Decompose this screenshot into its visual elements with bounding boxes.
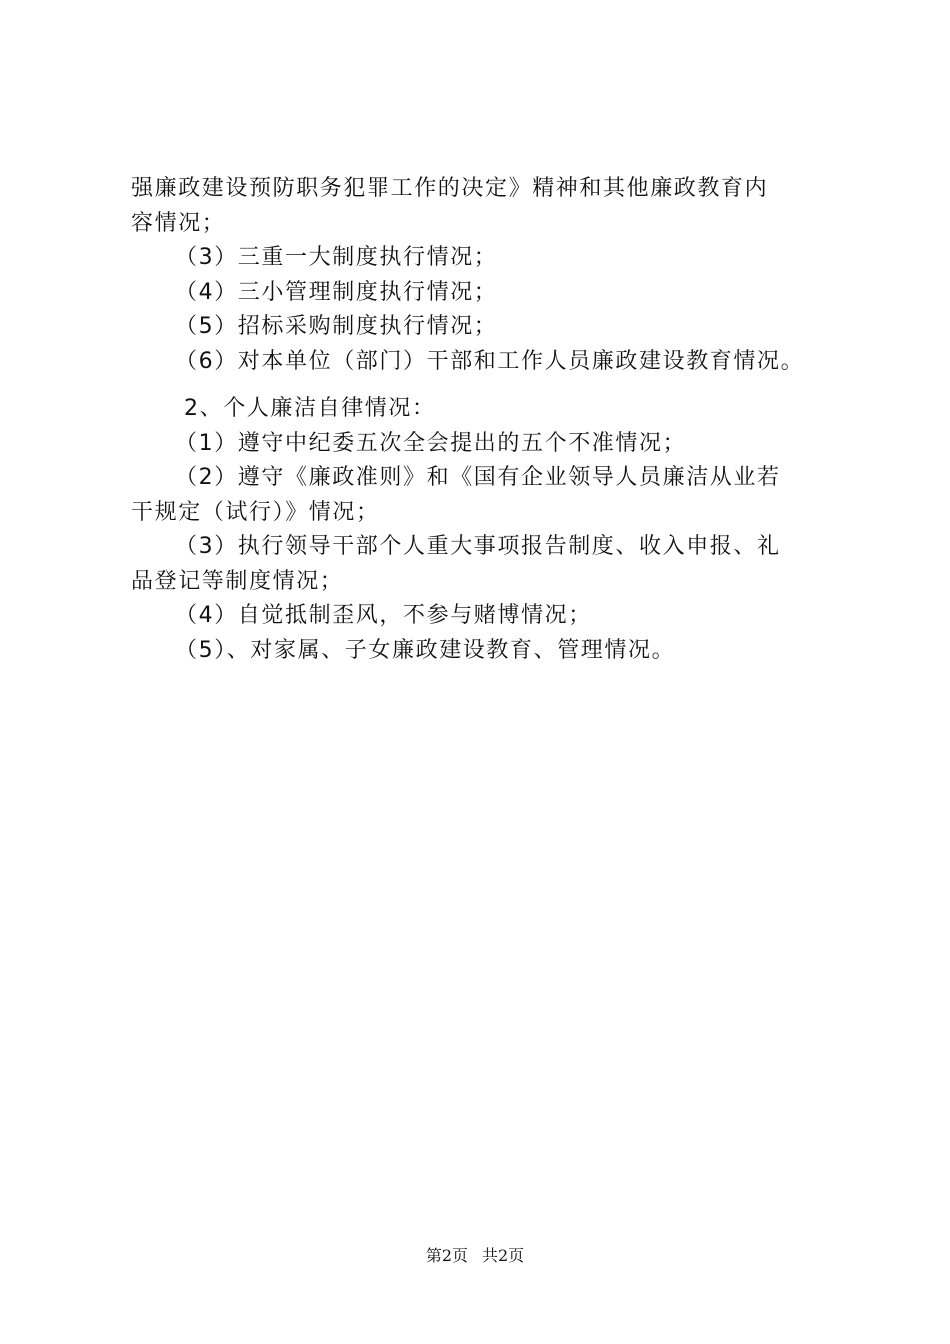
section-heading: 2、个人廉洁自律情况： bbox=[184, 396, 436, 421]
list-item: （3）三重一大制度执行情况； bbox=[175, 245, 498, 270]
paragraph-gap bbox=[131, 379, 851, 392]
list-item: （5）招标采购制度执行情况； bbox=[175, 314, 498, 339]
list-item: （1）遵守中纪委五次全会提出的五个不准情况； bbox=[175, 430, 687, 456]
paragraph-line: 强廉政建设预防职务犯罪工作的决定》精神和其他廉政教育内 bbox=[131, 176, 769, 201]
list-item-continuation: 品登记等制度情况； bbox=[131, 568, 344, 594]
list-item: （5）、对家属、子女廉政建设教育、管理情况。 bbox=[175, 637, 676, 663]
page-total: 共2页 bbox=[482, 1246, 525, 1265]
list-item: （4）三小管理制度执行情况； bbox=[175, 279, 498, 305]
page-footer bbox=[0, 1243, 950, 1266]
list-item: （4）自觉抵制歪风，不参与赌博情况； bbox=[175, 603, 592, 628]
paragraph-line: 容情况； bbox=[131, 210, 226, 236]
document-body bbox=[131, 172, 851, 668]
list-item: （2）遵守《廉政准则》和《国有企业领导人员廉洁从业若 bbox=[175, 465, 781, 490]
page-number: 第2页 bbox=[425, 1246, 468, 1265]
list-item-continuation: 干规定（试行）》情况； bbox=[131, 499, 380, 525]
list-item: （6）对本单位（部门）干部和工作人员廉政建设教育情况。 bbox=[175, 348, 805, 374]
list-item: （3）执行领导干部个人重大事项报告制度、收入申报、礼 bbox=[175, 534, 781, 559]
